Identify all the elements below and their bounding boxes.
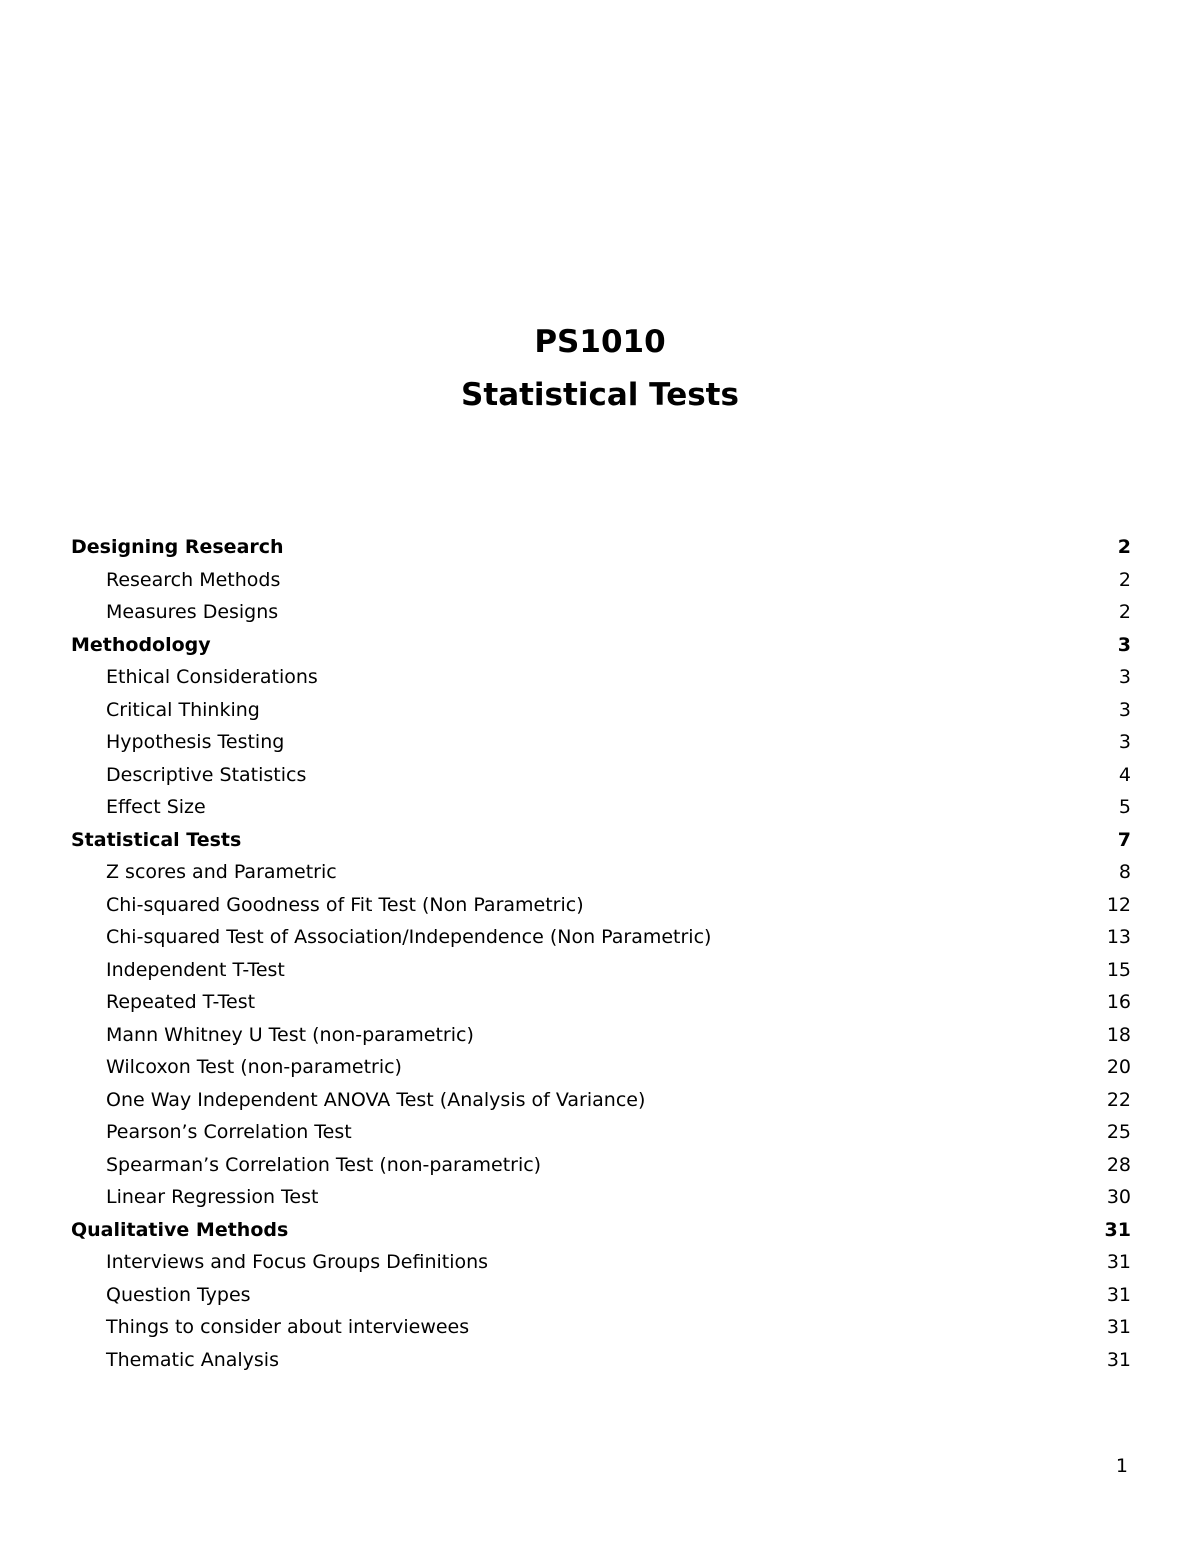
toc-entry-page: 2 xyxy=(1117,536,1131,559)
toc-entry-page: 31 xyxy=(1106,1316,1131,1339)
toc-entry-page: 18 xyxy=(1106,1023,1131,1046)
toc-entry-page: 4 xyxy=(1118,763,1131,786)
toc-subsection-entry[interactable] xyxy=(71,889,1131,922)
toc-entry-label: Qualitative Methods xyxy=(71,1218,289,1241)
toc-entry-page: 2 xyxy=(1118,568,1131,591)
toc-entry-page: 3 xyxy=(1118,666,1131,689)
toc-entry-page: 3 xyxy=(1118,698,1131,721)
toc-entry-page: 30 xyxy=(1106,1186,1131,1209)
toc-entry-page: 13 xyxy=(1106,926,1131,949)
toc-section-entry[interactable] xyxy=(71,629,1131,662)
toc-entry-label: Research Methods xyxy=(106,568,281,591)
toc-subsection-entry[interactable] xyxy=(71,759,1131,792)
toc-entry-label: Things to consider about interviewees xyxy=(106,1316,470,1339)
toc-subsection-entry[interactable] xyxy=(71,661,1131,694)
toc-subsection-entry[interactable] xyxy=(71,1246,1131,1279)
toc-entry-label: Z scores and Parametric xyxy=(106,861,337,884)
table-of-contents xyxy=(71,531,1131,1376)
toc-entry-label: Statistical Tests xyxy=(71,828,242,851)
toc-section-entry[interactable] xyxy=(71,824,1131,857)
toc-entry-label: Descriptive Statistics xyxy=(106,763,307,786)
toc-subsection-entry[interactable] xyxy=(71,1279,1131,1312)
toc-subsection-entry[interactable] xyxy=(71,726,1131,759)
toc-subsection-entry[interactable] xyxy=(71,1311,1131,1344)
toc-subsection-entry[interactable] xyxy=(71,1051,1131,1084)
toc-entry-page: 31 xyxy=(1104,1218,1131,1241)
toc-entry-label: One Way Independent ANOVA Test (Analysis of Variance) xyxy=(106,1088,646,1111)
toc-entry-page: 15 xyxy=(1106,958,1131,981)
toc-entry-label: Thematic Analysis xyxy=(106,1348,279,1371)
toc-entry-label: Spearman’s Correlation Test (non-parametric) xyxy=(106,1153,542,1176)
toc-subsection-entry[interactable] xyxy=(71,1116,1131,1149)
toc-entry-page: 3 xyxy=(1117,633,1131,656)
toc-entry-label: Interviews and Focus Groups Definitions xyxy=(106,1251,489,1274)
toc-entry-label: Chi-squared Test of Association/Independence (Non Parametric) xyxy=(106,926,712,949)
toc-entry-label: Pearson’s Correlation Test xyxy=(106,1121,352,1144)
toc-subsection-entry[interactable] xyxy=(71,1149,1131,1182)
toc-entry-label: Linear Regression Test xyxy=(106,1186,319,1209)
toc-subsection-entry[interactable] xyxy=(71,921,1131,954)
toc-entry-label: Wilcoxon Test (non-parametric) xyxy=(106,1056,402,1079)
toc-entry-label: Question Types xyxy=(106,1283,251,1306)
toc-section-entry[interactable] xyxy=(71,1214,1131,1247)
toc-entry-page: 5 xyxy=(1118,796,1131,819)
toc-entry-page: 2 xyxy=(1118,601,1131,624)
toc-subsection-entry[interactable] xyxy=(71,1019,1131,1052)
toc-entry-page: 16 xyxy=(1106,991,1131,1014)
toc-subsection-entry[interactable] xyxy=(71,791,1131,824)
toc-entry-label: Critical Thinking xyxy=(106,698,260,721)
toc-entry-page: 20 xyxy=(1106,1056,1131,1079)
toc-entry-page: 12 xyxy=(1106,893,1131,916)
toc-subsection-entry[interactable] xyxy=(71,954,1131,987)
toc-subsection-entry[interactable] xyxy=(71,1181,1131,1214)
toc-entry-label: Measures Designs xyxy=(106,601,279,624)
toc-entry-label: Chi-squared Goodness of Fit Test (Non Parametric) xyxy=(106,893,584,916)
toc-subsection-entry[interactable] xyxy=(71,986,1131,1019)
toc-section-entry[interactable] xyxy=(71,531,1131,564)
toc-entry-page: 31 xyxy=(1106,1283,1131,1306)
toc-entry-label: Independent T-Test xyxy=(106,958,285,981)
toc-entry-page: 8 xyxy=(1118,861,1131,884)
toc-subsection-entry[interactable] xyxy=(71,694,1131,727)
course-code-title: PS1010 xyxy=(534,324,666,360)
toc-subsection-entry[interactable] xyxy=(71,856,1131,889)
toc-subsection-entry[interactable] xyxy=(71,1344,1131,1377)
toc-subsection-entry[interactable] xyxy=(71,564,1131,597)
toc-entry-page: 31 xyxy=(1106,1348,1131,1371)
toc-entry-page: 7 xyxy=(1117,828,1131,851)
toc-entry-label: Mann Whitney U Test (non-parametric) xyxy=(106,1023,474,1046)
toc-entry-label: Effect Size xyxy=(106,796,206,819)
toc-entry-page: 31 xyxy=(1106,1251,1131,1274)
toc-entry-page: 22 xyxy=(1106,1088,1131,1111)
toc-subsection-entry[interactable] xyxy=(71,1084,1131,1117)
toc-entry-label: Hypothesis Testing xyxy=(106,731,285,754)
toc-entry-page: 28 xyxy=(1106,1153,1131,1176)
page-number: 1 xyxy=(1115,1455,1128,1477)
document-title: Statistical Tests xyxy=(461,377,739,413)
toc-entry-page: 3 xyxy=(1118,731,1131,754)
toc-subsection-entry[interactable] xyxy=(71,596,1131,629)
toc-entry-label: Methodology xyxy=(71,633,211,656)
toc-entry-label: Designing Research xyxy=(71,536,284,559)
toc-entry-label: Repeated T-Test xyxy=(106,991,256,1014)
toc-entry-label: Ethical Considerations xyxy=(106,666,318,689)
toc-entry-page: 25 xyxy=(1106,1121,1131,1144)
